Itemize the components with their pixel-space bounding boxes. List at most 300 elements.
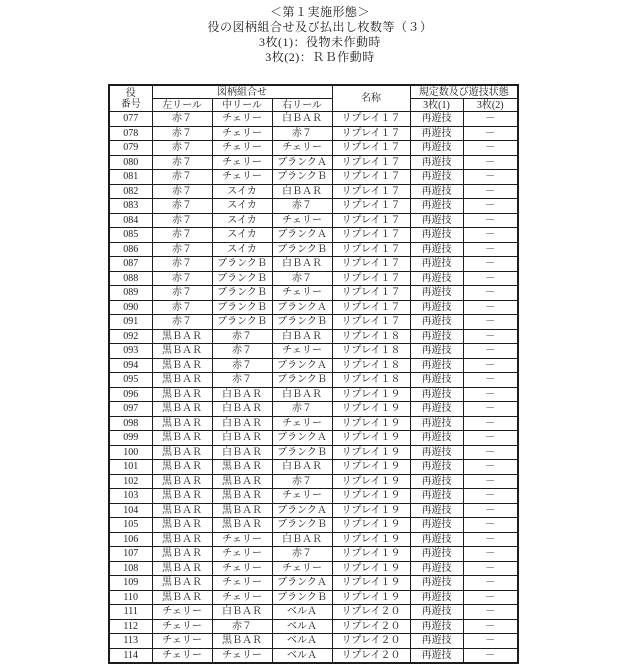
header-row-1 — [109, 85, 518, 99]
cell-coins1: 再遊技 — [410, 141, 463, 156]
cell-right-reel: 赤７ — [272, 271, 332, 286]
col-header-coins1: 3枚(1) — [410, 99, 463, 112]
cell-role-number: 077 — [109, 112, 152, 127]
cell-name: リプレイ１８ — [332, 344, 410, 359]
cell-coins2: － — [463, 242, 518, 257]
table-row — [109, 184, 518, 199]
cell-left-reel: 黒ＢＡＲ — [152, 518, 212, 533]
cell-right-reel: 赤７ — [272, 547, 332, 562]
cell-right-reel: ブランクＢ — [272, 590, 332, 605]
cell-middle-reel: 白ＢＡＲ — [212, 445, 272, 460]
cell-name: リプレイ１７ — [332, 242, 410, 257]
cell-left-reel: 赤７ — [152, 228, 212, 243]
cell-coins1: 再遊技 — [410, 344, 463, 359]
cell-name: リプレイ１９ — [332, 402, 410, 417]
cell-left-reel: 赤７ — [152, 141, 212, 156]
cell-coins2: － — [463, 228, 518, 243]
cell-name: リプレイ１９ — [332, 431, 410, 446]
cell-role-number: 083 — [109, 199, 152, 214]
cell-left-reel: 赤７ — [152, 242, 212, 257]
cell-left-reel: 黒ＢＡＲ — [152, 547, 212, 562]
col-header-coins2: 3枚(2) — [463, 99, 518, 112]
cell-role-number: 089 — [109, 286, 152, 301]
cell-left-reel: 黒ＢＡＲ — [152, 431, 212, 446]
cell-right-reel: ブランクＢ — [272, 373, 332, 388]
cell-middle-reel: スイカ — [212, 228, 272, 243]
cell-name: リプレイ２０ — [332, 648, 410, 663]
cell-middle-reel: 黒ＢＡＲ — [212, 634, 272, 649]
col-header-name: 名称 — [332, 85, 410, 112]
cell-coins2: － — [463, 416, 518, 431]
table-row — [109, 445, 518, 460]
cell-coins2: － — [463, 489, 518, 504]
cell-coins2: － — [463, 213, 518, 228]
cell-left-reel: 赤７ — [152, 257, 212, 272]
payout-table-header — [109, 85, 518, 112]
cell-name: リプレイ２０ — [332, 619, 410, 634]
table-row — [109, 213, 518, 228]
cell-name: リプレイ１８ — [332, 358, 410, 373]
payout-table — [108, 84, 519, 664]
cell-name: リプレイ１９ — [332, 489, 410, 504]
table-row — [109, 126, 518, 141]
cell-name: リプレイ１９ — [332, 518, 410, 533]
cell-middle-reel: ブランクＢ — [212, 271, 272, 286]
cell-left-reel: チェリー — [152, 648, 212, 663]
cell-middle-reel: 黒ＢＡＲ — [212, 460, 272, 475]
table-row — [109, 387, 518, 402]
cell-coins2: － — [463, 605, 518, 620]
cell-coins1: 再遊技 — [410, 112, 463, 127]
cell-left-reel: 黒ＢＡＲ — [152, 358, 212, 373]
cell-middle-reel: スイカ — [212, 213, 272, 228]
table-row — [109, 532, 518, 547]
cell-right-reel: ベルＡ — [272, 619, 332, 634]
cell-right-reel: 赤７ — [272, 402, 332, 417]
cell-middle-reel: チェリー — [212, 170, 272, 185]
cell-right-reel: ブランクＡ — [272, 358, 332, 373]
cell-coins1: 再遊技 — [410, 561, 463, 576]
cell-role-number: 086 — [109, 242, 152, 257]
cell-name: リプレイ１８ — [332, 373, 410, 388]
cell-role-number: 110 — [109, 590, 152, 605]
cell-name: リプレイ１７ — [332, 155, 410, 170]
cell-coins1: 再遊技 — [410, 155, 463, 170]
cell-coins1: 再遊技 — [410, 286, 463, 301]
cell-middle-reel: ブランクＢ — [212, 315, 272, 330]
cell-role-number: 088 — [109, 271, 152, 286]
cell-name: リプレイ１９ — [332, 460, 410, 475]
table-row — [109, 300, 518, 315]
cell-role-number: 114 — [109, 648, 152, 663]
cell-middle-reel: 白ＢＡＲ — [212, 402, 272, 417]
cell-role-number: 105 — [109, 518, 152, 533]
doc-note-coins1: 3枚(1)：役物未作動時 — [259, 35, 381, 49]
cell-role-number: 111 — [109, 605, 152, 620]
cell-right-reel: チェリー — [272, 141, 332, 156]
cell-coins1: 再遊技 — [410, 170, 463, 185]
cell-role-number: 095 — [109, 373, 152, 388]
cell-middle-reel: チェリー — [212, 547, 272, 562]
cell-coins1: 再遊技 — [410, 242, 463, 257]
cell-name: リプレイ２０ — [332, 634, 410, 649]
col-header-middle-reel: 中リール — [212, 99, 272, 112]
table-row — [109, 358, 518, 373]
table-row — [109, 112, 518, 127]
cell-coins2: － — [463, 329, 518, 344]
cell-middle-reel: 黒ＢＡＲ — [212, 474, 272, 489]
cell-coins1: 再遊技 — [410, 503, 463, 518]
cell-right-reel: チェリー — [272, 344, 332, 359]
cell-left-reel: 赤７ — [152, 199, 212, 214]
table-row — [109, 344, 518, 359]
cell-name: リプレイ１９ — [332, 387, 410, 402]
cell-coins2: － — [463, 141, 518, 156]
cell-left-reel: チェリー — [152, 619, 212, 634]
cell-coins2: － — [463, 547, 518, 562]
cell-name: リプレイ１９ — [332, 590, 410, 605]
cell-role-number: 093 — [109, 344, 152, 359]
table-row — [109, 242, 518, 257]
cell-name: リプレイ１９ — [332, 445, 410, 460]
cell-role-number: 091 — [109, 315, 152, 330]
cell-middle-reel: チェリー — [212, 561, 272, 576]
cell-name: リプレイ１９ — [332, 503, 410, 518]
cell-left-reel: 黒ＢＡＲ — [152, 576, 212, 591]
table-row — [109, 416, 518, 431]
cell-coins2: － — [463, 184, 518, 199]
cell-coins2: － — [463, 300, 518, 315]
cell-middle-reel: チェリー — [212, 532, 272, 547]
cell-right-reel: 赤７ — [272, 199, 332, 214]
table-row — [109, 271, 518, 286]
cell-middle-reel: 赤７ — [212, 619, 272, 634]
cell-left-reel: 黒ＢＡＲ — [152, 387, 212, 402]
table-row — [109, 503, 518, 518]
cell-left-reel: 赤７ — [152, 271, 212, 286]
cell-right-reel: 白ＢＡＲ — [272, 112, 332, 127]
cell-coins1: 再遊技 — [410, 257, 463, 272]
cell-middle-reel: 白ＢＡＲ — [212, 416, 272, 431]
cell-role-number: 081 — [109, 170, 152, 185]
table-row — [109, 547, 518, 562]
table-row — [109, 329, 518, 344]
doc-heading-embodiment: ＜第１実施形態＞ — [269, 5, 370, 19]
table-row — [109, 518, 518, 533]
cell-right-reel: チェリー — [272, 213, 332, 228]
cell-left-reel: チェリー — [152, 634, 212, 649]
cell-coins1: 再遊技 — [410, 315, 463, 330]
cell-right-reel: 赤７ — [272, 474, 332, 489]
cell-coins2: － — [463, 590, 518, 605]
cell-coins1: 再遊技 — [410, 547, 463, 562]
table-row — [109, 286, 518, 301]
cell-coins1: 再遊技 — [410, 358, 463, 373]
cell-role-number: 104 — [109, 503, 152, 518]
cell-coins2: － — [463, 286, 518, 301]
cell-left-reel: 黒ＢＡＲ — [152, 416, 212, 431]
cell-right-reel: ブランクＢ — [272, 315, 332, 330]
cell-role-number: 107 — [109, 547, 152, 562]
cell-role-number: 096 — [109, 387, 152, 402]
cell-middle-reel: 白ＢＡＲ — [212, 431, 272, 446]
cell-role-number: 085 — [109, 228, 152, 243]
cell-left-reel: 黒ＢＡＲ — [152, 590, 212, 605]
cell-left-reel: 黒ＢＡＲ — [152, 561, 212, 576]
cell-coins2: － — [463, 634, 518, 649]
cell-name: リプレイ１７ — [332, 228, 410, 243]
cell-coins1: 再遊技 — [410, 184, 463, 199]
document-title-block — [0, 5, 640, 65]
cell-role-number: 080 — [109, 155, 152, 170]
cell-coins2: － — [463, 402, 518, 417]
cell-left-reel: 赤７ — [152, 112, 212, 127]
cell-middle-reel: ブランクＢ — [212, 257, 272, 272]
cell-right-reel: 赤７ — [272, 126, 332, 141]
cell-middle-reel: 白ＢＡＲ — [212, 387, 272, 402]
cell-coins2: － — [463, 344, 518, 359]
cell-name: リプレイ１７ — [332, 271, 410, 286]
table-row — [109, 590, 518, 605]
cell-role-number: 103 — [109, 489, 152, 504]
cell-middle-reel: 白ＢＡＲ — [212, 605, 272, 620]
cell-coins2: － — [463, 257, 518, 272]
cell-middle-reel: チェリー — [212, 141, 272, 156]
cell-role-number: 078 — [109, 126, 152, 141]
cell-coins2: － — [463, 619, 518, 634]
cell-name: リプレイ１７ — [332, 170, 410, 185]
cell-coins1: 再遊技 — [410, 489, 463, 504]
cell-right-reel: 白ＢＡＲ — [272, 387, 332, 402]
cell-coins2: － — [463, 532, 518, 547]
cell-coins1: 再遊技 — [410, 605, 463, 620]
cell-coins1: 再遊技 — [410, 416, 463, 431]
cell-coins1: 再遊技 — [410, 532, 463, 547]
cell-coins2: － — [463, 373, 518, 388]
cell-role-number: 097 — [109, 402, 152, 417]
col-header-symbol-combination: 図柄組合せ — [152, 85, 332, 99]
table-row — [109, 141, 518, 156]
col-header-role-number-line2: 番号 — [120, 98, 141, 110]
cell-right-reel: 白ＢＡＲ — [272, 257, 332, 272]
cell-role-number: 106 — [109, 532, 152, 547]
cell-coins2: － — [463, 271, 518, 286]
cell-role-number: 090 — [109, 300, 152, 315]
cell-name: リプレイ１９ — [332, 474, 410, 489]
cell-role-number: 101 — [109, 460, 152, 475]
cell-left-reel: 赤７ — [152, 213, 212, 228]
cell-left-reel: 黒ＢＡＲ — [152, 373, 212, 388]
cell-role-number: 092 — [109, 329, 152, 344]
cell-coins1: 再遊技 — [410, 271, 463, 286]
cell-coins1: 再遊技 — [410, 329, 463, 344]
table-row — [109, 315, 518, 330]
cell-middle-reel: ブランクＢ — [212, 300, 272, 315]
cell-right-reel: ブランクＢ — [272, 518, 332, 533]
cell-coins2: － — [463, 576, 518, 591]
cell-coins1: 再遊技 — [410, 431, 463, 446]
table-row — [109, 431, 518, 446]
table-row — [109, 257, 518, 272]
cell-role-number: 084 — [109, 213, 152, 228]
cell-left-reel: 黒ＢＡＲ — [152, 445, 212, 460]
cell-role-number: 113 — [109, 634, 152, 649]
cell-right-reel: ブランクＢ — [272, 445, 332, 460]
cell-left-reel: 赤７ — [152, 286, 212, 301]
cell-left-reel: 黒ＢＡＲ — [152, 503, 212, 518]
cell-right-reel: 白ＢＡＲ — [272, 460, 332, 475]
cell-coins2: － — [463, 445, 518, 460]
cell-right-reel: ベルＡ — [272, 605, 332, 620]
cell-coins1: 再遊技 — [410, 199, 463, 214]
cell-left-reel: 赤７ — [152, 170, 212, 185]
cell-coins1: 再遊技 — [410, 634, 463, 649]
cell-name: リプレイ１７ — [332, 141, 410, 156]
table-row — [109, 199, 518, 214]
cell-coins2: － — [463, 431, 518, 446]
doc-note-coins2: 3枚(2)：ＲＢ作動時 — [265, 50, 375, 64]
cell-coins1: 再遊技 — [410, 228, 463, 243]
cell-middle-reel: チェリー — [212, 576, 272, 591]
cell-coins1: 再遊技 — [410, 474, 463, 489]
cell-coins1: 再遊技 — [410, 518, 463, 533]
cell-right-reel: ブランクＡ — [272, 431, 332, 446]
table-row — [109, 561, 518, 576]
col-header-stipulation: 規定数及び遊技状態 — [410, 85, 518, 99]
cell-coins2: － — [463, 561, 518, 576]
cell-right-reel: ブランクＡ — [272, 300, 332, 315]
cell-right-reel: ベルＡ — [272, 648, 332, 663]
cell-coins1: 再遊技 — [410, 460, 463, 475]
cell-role-number: 112 — [109, 619, 152, 634]
cell-right-reel: ブランクＢ — [272, 170, 332, 185]
table-row — [109, 489, 518, 504]
cell-middle-reel: チェリー — [212, 155, 272, 170]
cell-name: リプレイ１８ — [332, 329, 410, 344]
cell-middle-reel: 黒ＢＡＲ — [212, 489, 272, 504]
cell-left-reel: 赤７ — [152, 184, 212, 199]
cell-name: リプレイ１９ — [332, 576, 410, 591]
cell-coins2: － — [463, 387, 518, 402]
cell-left-reel: 黒ＢＡＲ — [152, 460, 212, 475]
table-row — [109, 605, 518, 620]
table-row — [109, 648, 518, 663]
cell-right-reel: 白ＢＡＲ — [272, 184, 332, 199]
cell-name: リプレイ１９ — [332, 416, 410, 431]
cell-right-reel: ベルＡ — [272, 634, 332, 649]
cell-middle-reel: チェリー — [212, 590, 272, 605]
cell-left-reel: 赤７ — [152, 126, 212, 141]
cell-role-number: 102 — [109, 474, 152, 489]
cell-name: リプレイ１７ — [332, 213, 410, 228]
cell-role-number: 098 — [109, 416, 152, 431]
col-header-role-number — [109, 85, 152, 112]
cell-middle-reel: スイカ — [212, 199, 272, 214]
cell-right-reel: チェリー — [272, 416, 332, 431]
cell-right-reel: ブランクＡ — [272, 155, 332, 170]
cell-left-reel: 黒ＢＡＲ — [152, 344, 212, 359]
cell-left-reel: 黒ＢＡＲ — [152, 329, 212, 344]
cell-coins1: 再遊技 — [410, 590, 463, 605]
col-header-left-reel: 左リール — [152, 99, 212, 112]
cell-role-number: 100 — [109, 445, 152, 460]
table-row — [109, 170, 518, 185]
cell-right-reel: チェリー — [272, 561, 332, 576]
cell-name: リプレイ１７ — [332, 184, 410, 199]
cell-coins2: － — [463, 155, 518, 170]
cell-left-reel: チェリー — [152, 605, 212, 620]
payout-table-body — [109, 112, 518, 664]
cell-name: リプレイ１７ — [332, 286, 410, 301]
cell-role-number: 109 — [109, 576, 152, 591]
cell-name: リプレイ２０ — [332, 605, 410, 620]
cell-right-reel: ブランクＢ — [272, 242, 332, 257]
cell-middle-reel: ブランクＢ — [212, 286, 272, 301]
cell-name: リプレイ１９ — [332, 561, 410, 576]
cell-role-number: 087 — [109, 257, 152, 272]
cell-middle-reel: 赤７ — [212, 329, 272, 344]
cell-role-number: 099 — [109, 431, 152, 446]
cell-coins1: 再遊技 — [410, 126, 463, 141]
cell-right-reel: 白ＢＡＲ — [272, 532, 332, 547]
cell-right-reel: ブランクＡ — [272, 576, 332, 591]
cell-coins2: － — [463, 503, 518, 518]
cell-coins1: 再遊技 — [410, 373, 463, 388]
cell-coins1: 再遊技 — [410, 402, 463, 417]
cell-role-number: 108 — [109, 561, 152, 576]
table-row — [109, 373, 518, 388]
cell-coins1: 再遊技 — [410, 619, 463, 634]
doc-heading-table-title: 役の図柄組合せ及び払出し枚数等（３） — [207, 20, 433, 34]
cell-middle-reel: チェリー — [212, 126, 272, 141]
cell-coins2: － — [463, 648, 518, 663]
cell-coins2: － — [463, 112, 518, 127]
cell-coins1: 再遊技 — [410, 648, 463, 663]
cell-left-reel: 黒ＢＡＲ — [152, 474, 212, 489]
cell-middle-reel: 赤７ — [212, 373, 272, 388]
cell-coins2: － — [463, 474, 518, 489]
cell-coins2: － — [463, 315, 518, 330]
cell-right-reel: 白ＢＡＲ — [272, 329, 332, 344]
cell-middle-reel: スイカ — [212, 242, 272, 257]
cell-role-number: 082 — [109, 184, 152, 199]
cell-name: リプレイ１９ — [332, 547, 410, 562]
cell-left-reel: 赤７ — [152, 300, 212, 315]
cell-middle-reel: スイカ — [212, 184, 272, 199]
cell-coins2: － — [463, 518, 518, 533]
col-header-role-number-line1: 役 — [125, 87, 136, 99]
cell-middle-reel: チェリー — [212, 112, 272, 127]
cell-role-number: 094 — [109, 358, 152, 373]
cell-name: リプレイ１７ — [332, 257, 410, 272]
table-row — [109, 460, 518, 475]
table-row — [109, 474, 518, 489]
table-row — [109, 634, 518, 649]
cell-name: リプレイ１７ — [332, 199, 410, 214]
cell-right-reel: ブランクＡ — [272, 228, 332, 243]
col-header-right-reel: 右リール — [272, 99, 332, 112]
cell-name: リプレイ１７ — [332, 126, 410, 141]
header-row-2 — [109, 99, 518, 112]
table-row — [109, 402, 518, 417]
cell-role-number: 079 — [109, 141, 152, 156]
cell-coins1: 再遊技 — [410, 300, 463, 315]
cell-left-reel: 黒ＢＡＲ — [152, 402, 212, 417]
cell-right-reel: ブランクＡ — [272, 503, 332, 518]
table-row — [109, 155, 518, 170]
cell-right-reel: チェリー — [272, 489, 332, 504]
cell-coins2: － — [463, 358, 518, 373]
